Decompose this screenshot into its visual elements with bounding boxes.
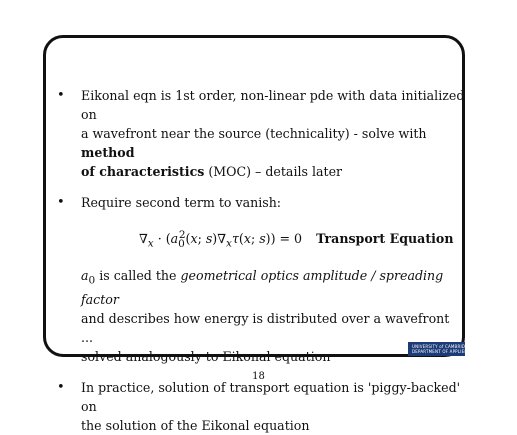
page-number: 18 [252,371,265,382]
bullet-eikonal-line2-text: a wavefront near the source (technicality) - solve with [81,126,427,141]
bullet-eikonal-line1: Eikonal eqn is 1st order, non-linear pde with data initialized on [81,88,465,122]
bullet-piggyback-line2: the solution of the Eikonal equation [81,418,310,434]
bullet-marker: • [57,88,65,103]
bullet-marker: • [57,195,65,210]
bullet-eikonal [55,86,465,181]
slide-content [55,86,465,435]
bullet-piggyback-line1: In practice, solution of transport equation is 'piggy-backed' on [81,380,461,415]
amplitude-line3: solved analogously to Eikonal equation [81,349,331,365]
logo-line1: UNIVERSITY of CAMBRIDGE [412,344,472,349]
amplitude-paragraph [55,266,465,367]
amplitude-line1 [81,266,465,310]
logo-text [412,344,500,354]
bullet-marker: • [57,380,65,396]
bullet-piggyback [55,378,465,435]
logo-line2: DEPARTMENT OF APPLIED MATHEMATICS [412,349,500,354]
bullet-eikonal-line3 [81,162,465,181]
transport-equation: $\nabla_x \cdot (a_0^2(x$; $s)\nabla_x\tau(x$; s)) = 0 Transport Equation [139,229,454,250]
bullet-eikonal-line2 [81,124,465,162]
university-logo [408,342,500,356]
amplitude-line2: and describes how energy is distributed over a wavefront ... [81,311,450,346]
amplitude-is-called: is called the [99,267,177,283]
bullet-eikonal-line3-text: (MOC) – details later [208,164,343,179]
bold-method: method [81,145,135,160]
bullet-transport [55,193,465,212]
symbol-a-subscript: 0 [88,274,96,287]
amplitude-italic: geometrical optics amplitude / spreading factor [81,267,444,308]
symbol-a: a [81,267,89,283]
bold-characteristics: of characteristics [81,164,205,179]
bullet-transport-text: Require second term to vanish: [81,195,282,210]
equation-label: Transport Equation [316,231,454,247]
